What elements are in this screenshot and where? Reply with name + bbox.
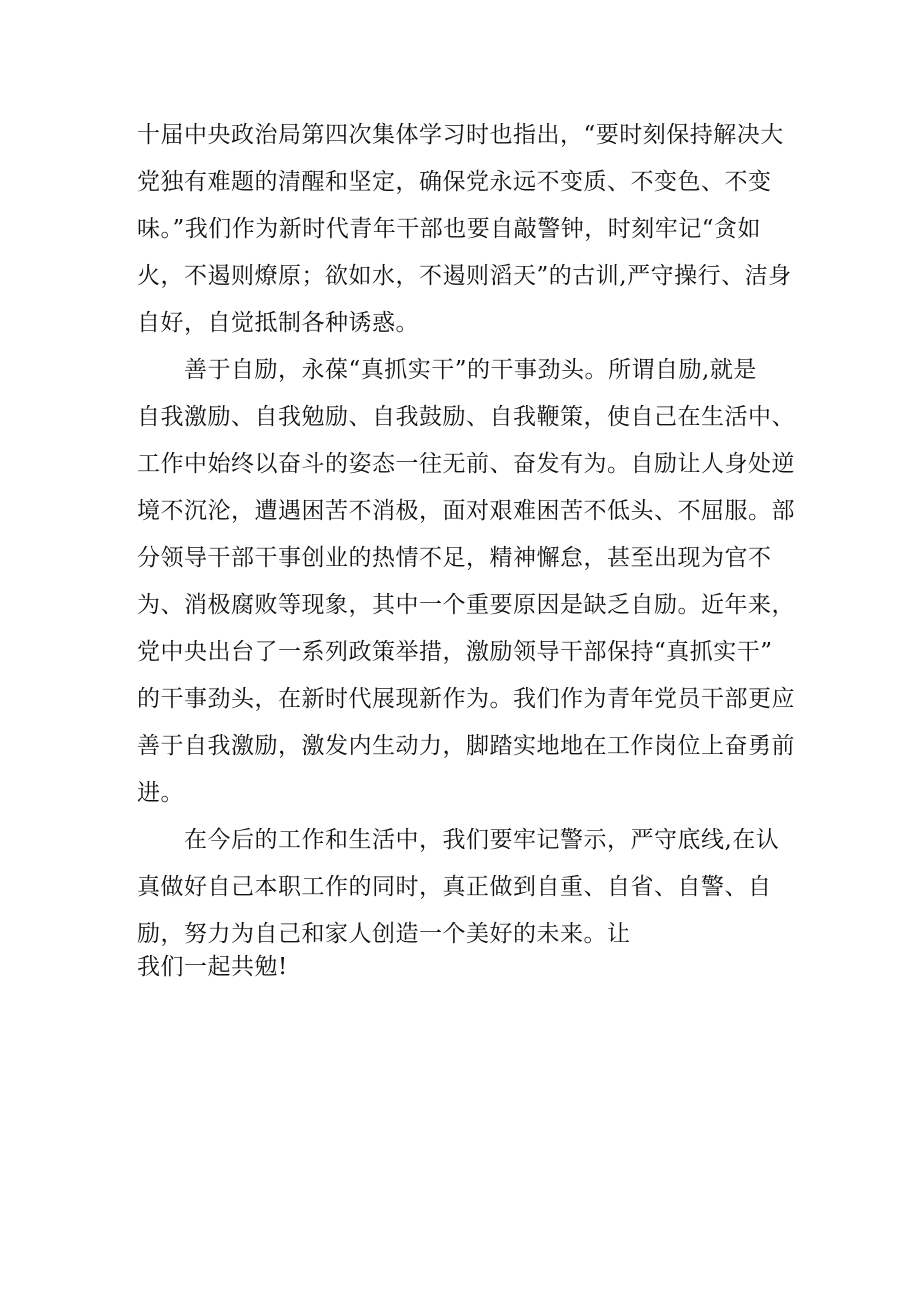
paragraph-1 bbox=[137, 112, 797, 347]
paragraph-2 bbox=[137, 347, 797, 817]
text-line: 的干事劲头，在新时代展现新作为。我们作为青年党员干部更应 bbox=[137, 686, 795, 712]
text-line: 善于自励，永葆“真抓实干”的干事劲头。所谓自励,就是 bbox=[137, 357, 757, 383]
text-line: 我们一起共勉! bbox=[137, 954, 288, 980]
text-line: 党独有难题的清醒和坚定，确保党永远不变质、不变色、不变 bbox=[137, 169, 772, 195]
text-line: 励，努力为自己和家人创造一个美好的未来。让 bbox=[137, 921, 631, 947]
text-line: 为、消极腐败等现象，其中一个重要原因是缺乏自励。近年来， bbox=[137, 592, 795, 618]
text-line: 火，不遏则燎原；欲如水，不遏则滔天”的古训,严守操行、洁身 bbox=[137, 263, 792, 289]
paragraph-3 bbox=[137, 817, 797, 982]
text-line: 自好，自觉抵制各种诱惑。 bbox=[137, 310, 419, 336]
text-line: 工作中始终以奋斗的姿态一往无前、奋发有为。自励让人身处逆 bbox=[137, 451, 795, 477]
text-line: 善于自我激励，激发内生动力，脚踏实地地在工作岗位上奋勇前 bbox=[137, 733, 795, 759]
text-line: 味。”我们作为新时代青年干部也要自敲警钟，时刻牢记“贪如 bbox=[137, 216, 762, 242]
text-line: 自我激励、自我勉励、自我鼓励、自我鞭策，使自己在生活中、 bbox=[137, 404, 795, 430]
text-line: 真做好自己本职工作的同时，真正做到自重、自省、自警、自 bbox=[137, 874, 772, 900]
text-line: 十届中央政治局第四次集体学习时也指出，“要时刻保持解决大 bbox=[137, 122, 784, 148]
text-line: 境不沉沦，遭遇困苦不消极，面对艰难困苦不低头、不屈服。部 bbox=[137, 498, 795, 524]
text-line: 分领导干部干事创业的热情不足，精神懈怠，甚至出现为官不 bbox=[137, 545, 772, 571]
text-line: 党中央出台了一系列政策举措，激励领导干部保持“真抓实干” bbox=[137, 639, 773, 665]
text-line: 在今后的工作和生活中，我们要牢记警示，严守底线,在认 bbox=[137, 827, 780, 853]
text-line: 进。 bbox=[137, 780, 184, 806]
document-body bbox=[137, 112, 797, 982]
